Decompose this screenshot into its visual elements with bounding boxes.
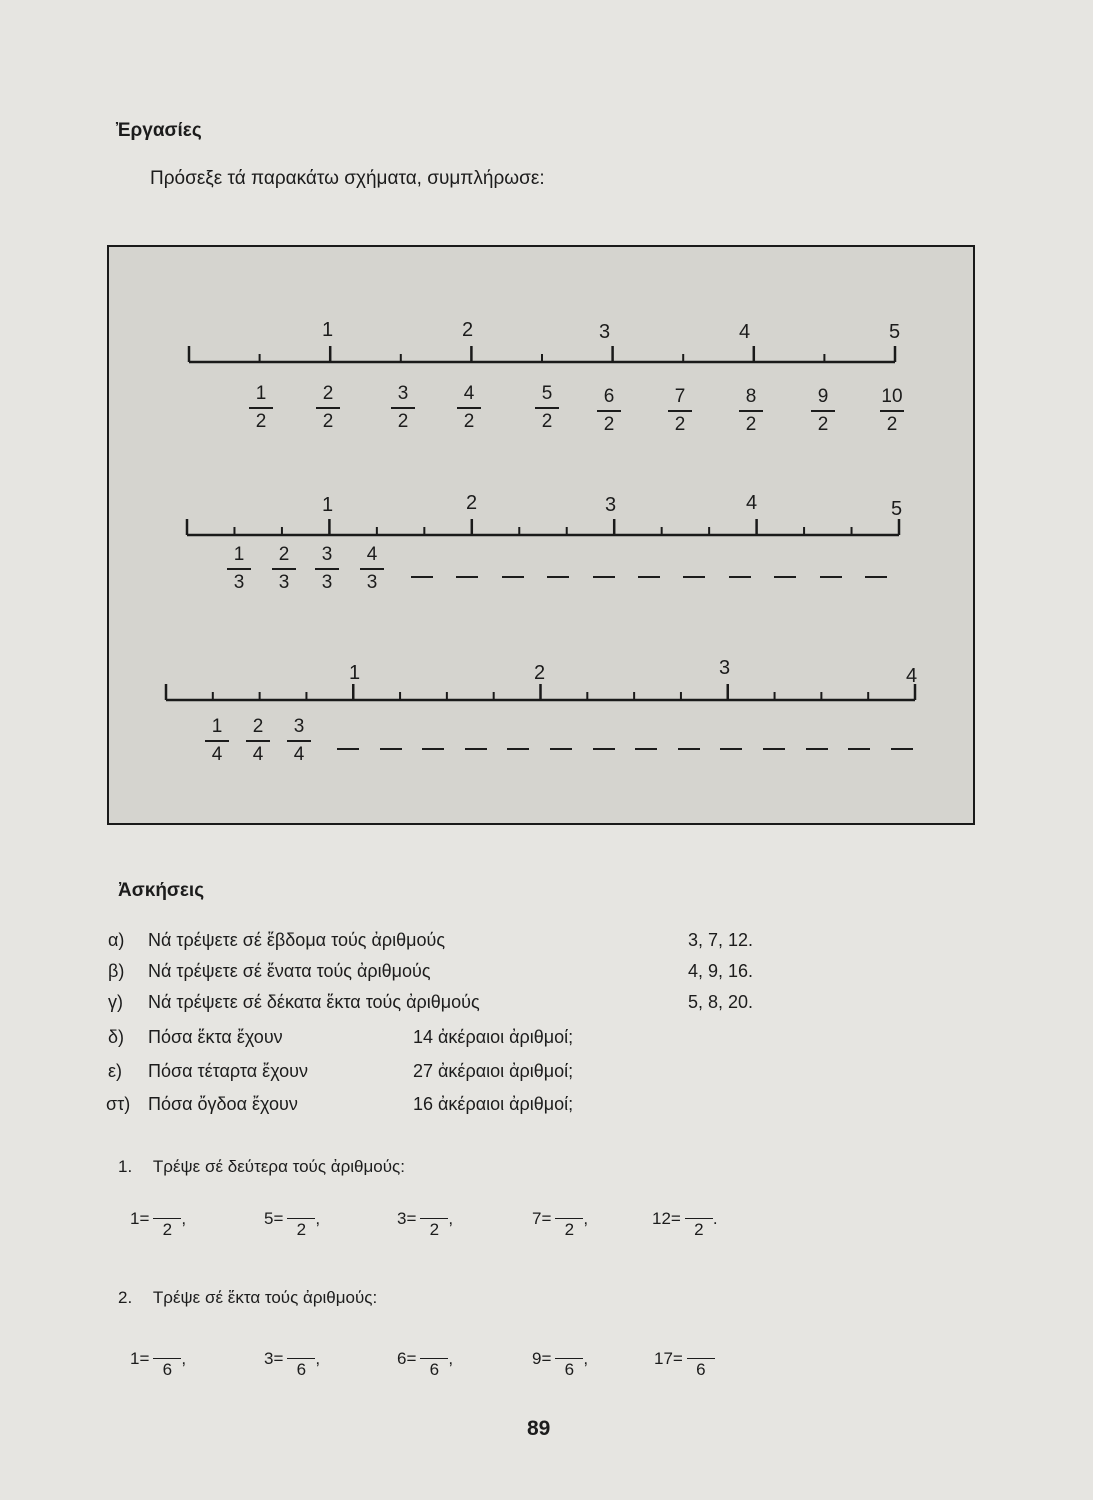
line3-label-1: 1 xyxy=(349,662,361,684)
line1-label-3: 3 xyxy=(599,321,611,343)
answer-blank xyxy=(411,576,433,578)
conversion-item: 12= 2 . xyxy=(652,1208,718,1239)
exercise-value: 27 ἀκέραιοι ἀριθμοί; xyxy=(413,1061,574,1081)
line1-fraction: 7 2 xyxy=(660,387,700,435)
line2-fraction: 3 3 xyxy=(307,545,347,593)
answer-blank xyxy=(720,748,742,750)
answer-blank xyxy=(678,748,700,750)
exercise-value: 5, 8, 20. xyxy=(688,992,754,1012)
conversion-1-instruction-row xyxy=(118,1157,405,1177)
conversion-item: 6= 6 , xyxy=(397,1348,454,1379)
exercise-text: Νά τρέψετε σέ δέκατα ἕκτα τούς ἀριθμούς xyxy=(148,992,480,1012)
line3-fraction: 2 4 xyxy=(238,717,278,765)
conversion-1-marker: 1. xyxy=(118,1157,133,1176)
answer-blank xyxy=(806,748,828,750)
conversion-2-marker: 2. xyxy=(118,1288,133,1307)
line2-fraction: 2 3 xyxy=(264,545,304,593)
line2-fraction: 1 3 xyxy=(219,545,259,593)
line1-label-4: 4 xyxy=(739,321,751,343)
conversion-1-instruction: Τρέψε σέ δεύτερα τούς ἀριθμούς: xyxy=(152,1157,405,1176)
line1-fraction: 1 2 xyxy=(241,384,281,432)
answer-blank xyxy=(729,576,751,578)
exercise-marker: α) xyxy=(108,930,125,950)
answer-blank xyxy=(763,748,785,750)
line2-label-1: 1 xyxy=(322,494,334,516)
exercise-value: 4, 9, 16. xyxy=(688,961,754,981)
answer-blank xyxy=(380,748,402,750)
answer-blank xyxy=(465,748,487,750)
line2-label-5: 5 xyxy=(891,498,903,520)
answer-blank xyxy=(865,576,887,578)
answer-blank xyxy=(891,748,913,750)
conversion-2-instruction-row xyxy=(118,1288,377,1308)
exercise-text: Νά τρέψετε σέ ἕβδομα τούς ἀριθμούς xyxy=(148,930,446,950)
exercise-marker: δ) xyxy=(108,1027,125,1047)
line2-label-3: 3 xyxy=(605,494,617,516)
conversion-2-instruction: Τρέψε σέ ἕκτα τούς ἀριθμούς: xyxy=(152,1288,378,1307)
line1-label-1: 1 xyxy=(322,319,334,341)
line3-fraction: 1 4 xyxy=(197,717,237,765)
answer-blank xyxy=(422,748,444,750)
conversion-2-items xyxy=(0,1338,1093,1388)
answer-blank xyxy=(550,748,572,750)
line2-label-2: 2 xyxy=(466,492,478,514)
exercise-marker: ε) xyxy=(108,1061,123,1081)
line1-fraction: 2 2 xyxy=(308,384,348,432)
line1-fraction: 5 2 xyxy=(527,384,567,432)
conversion-item: 5= 2 , xyxy=(264,1208,321,1239)
line3-label-4: 4 xyxy=(906,665,918,687)
line1-label-5: 5 xyxy=(889,321,901,343)
exercise-marker: στ) xyxy=(106,1094,131,1114)
tasks-heading: Ἐργασίες xyxy=(116,120,202,141)
exercise-value: 3, 7, 12. xyxy=(688,930,754,950)
answer-blank xyxy=(820,576,842,578)
answer-blank xyxy=(456,576,478,578)
line2-fraction: 4 3 xyxy=(352,545,392,593)
number-lines-figure xyxy=(107,245,975,825)
line1-label-2: 2 xyxy=(462,319,474,341)
exercises-heading: Ἀσκήσεις xyxy=(118,880,205,901)
line2-label-4: 4 xyxy=(746,492,758,514)
conversion-item: 3= 6 , xyxy=(264,1348,321,1379)
line1-fraction: 6 2 xyxy=(589,387,629,435)
line3-label-2: 2 xyxy=(534,662,546,684)
answer-blank xyxy=(593,748,615,750)
exercise-value: 14 ἀκέραιοι ἀριθμοί; xyxy=(413,1027,574,1047)
exercise-text: Πόσα τέταρτα ἔχουν xyxy=(148,1061,309,1081)
conversion-item: 1= 6 , xyxy=(130,1348,187,1379)
exercise-marker: γ) xyxy=(108,992,123,1012)
conversion-1-items xyxy=(0,1198,1093,1248)
answer-blank xyxy=(683,576,705,578)
answer-blank xyxy=(502,576,524,578)
line3-label-3: 3 xyxy=(719,657,731,679)
answer-blank xyxy=(507,748,529,750)
conversion-item: 3= 2 , xyxy=(397,1208,454,1239)
page-number: 89 xyxy=(527,1417,551,1440)
conversion-item: 9= 6 , xyxy=(532,1348,589,1379)
answer-blank xyxy=(337,748,359,750)
answer-blank xyxy=(848,748,870,750)
conversion-item: 17= 6 xyxy=(654,1338,715,1379)
line1-fraction: 9 2 xyxy=(803,387,843,435)
line1-fraction: 10 2 xyxy=(881,386,903,435)
answer-blank xyxy=(774,576,796,578)
answer-blank xyxy=(593,576,615,578)
conversion-item: 1= 2 , xyxy=(130,1208,187,1239)
exercise-text: Νά τρέψετε σέ ἔνατα τούς ἀριθμούς xyxy=(148,961,431,981)
exercise-value: 16 ἀκέραιοι ἀριθμοί; xyxy=(413,1094,574,1114)
line1-fraction: 4 2 xyxy=(449,384,489,432)
answer-blank xyxy=(635,748,657,750)
exercise-text: Πόσα ὄγδοα ἔχουν xyxy=(148,1094,298,1114)
line1-fraction: 3 2 xyxy=(383,384,423,432)
line3-fraction: 3 4 xyxy=(279,717,319,765)
tasks-instruction: Πρόσεξε τά παρακάτω σχήματα, συμπλήρωσε: xyxy=(150,168,545,189)
exercise-marker: β) xyxy=(108,961,125,981)
answer-blank xyxy=(547,576,569,578)
line1-fraction: 8 2 xyxy=(731,387,771,435)
conversion-item: 7= 2 , xyxy=(532,1208,589,1239)
exercise-text: Πόσα ἕκτα ἔχουν xyxy=(148,1027,283,1047)
answer-blank xyxy=(638,576,660,578)
